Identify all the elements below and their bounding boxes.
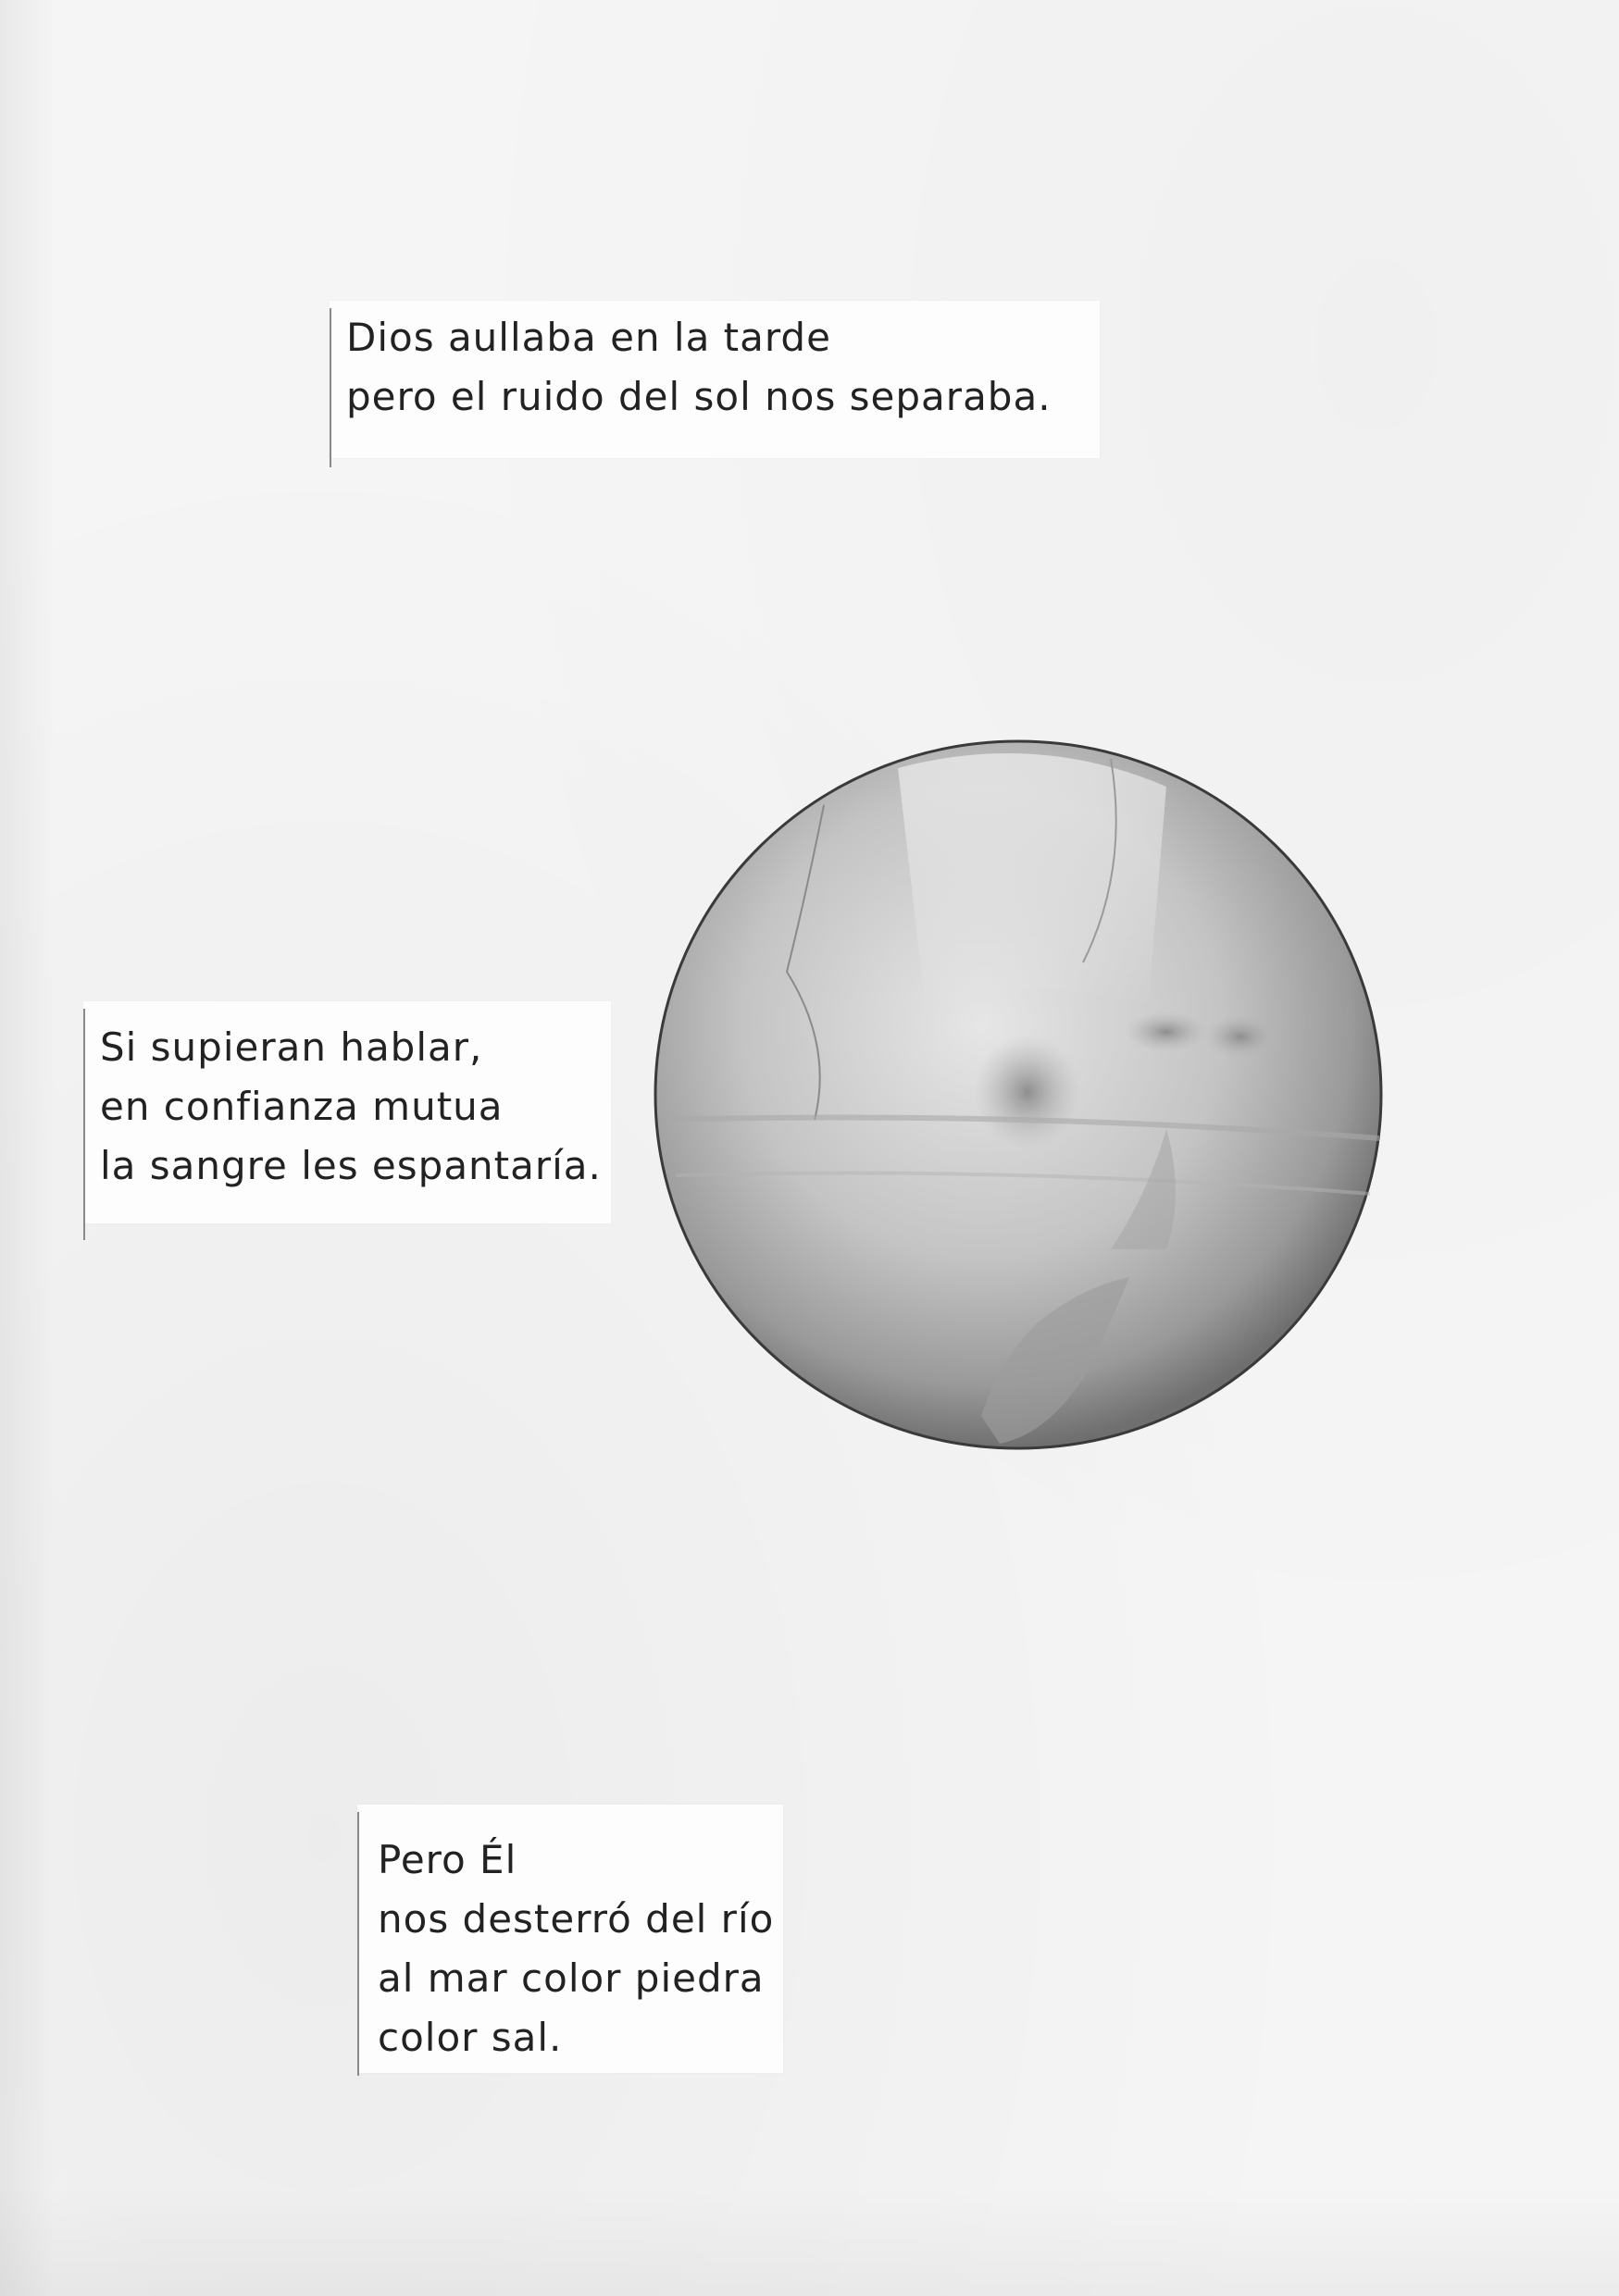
moon-spot <box>1125 1011 1208 1052</box>
moon-spot <box>974 1035 1081 1149</box>
stanza-line: Si supieran hablar, <box>100 1024 483 1070</box>
stanza-line: nos desterró del río <box>378 1896 775 1942</box>
moon-highlight <box>898 753 1166 1009</box>
stanza-line: Pero Él <box>378 1837 517 1882</box>
poem-clipping-2 <box>83 1001 611 1223</box>
moon-illustration <box>648 731 1389 1458</box>
moon-spot <box>1203 1014 1277 1059</box>
clipping-edge <box>83 1009 85 1240</box>
scan-shadow-bottom <box>0 2185 1619 2296</box>
clipping-edge <box>330 308 331 467</box>
stanza-line: la sangre les espantaría. <box>100 1143 602 1188</box>
stanza-line: Dios aullaba en la tarde <box>346 315 831 360</box>
scan-shadow-left <box>0 0 56 2296</box>
stanza-3 <box>378 1831 774 2067</box>
stanza-2 <box>100 1018 602 1196</box>
poem-clipping-1 <box>330 301 1100 458</box>
stanza-line: al mar color piedra <box>378 1955 765 2001</box>
stanza-line: color sal. <box>378 2015 563 2060</box>
poem-clipping-3 <box>357 1805 783 2073</box>
clipping-edge <box>357 1812 359 2076</box>
stanza-line: en confianza mutua <box>100 1084 504 1129</box>
stanza-1 <box>346 308 1052 427</box>
stanza-line: pero el ruido del sol nos separaba. <box>346 374 1052 419</box>
